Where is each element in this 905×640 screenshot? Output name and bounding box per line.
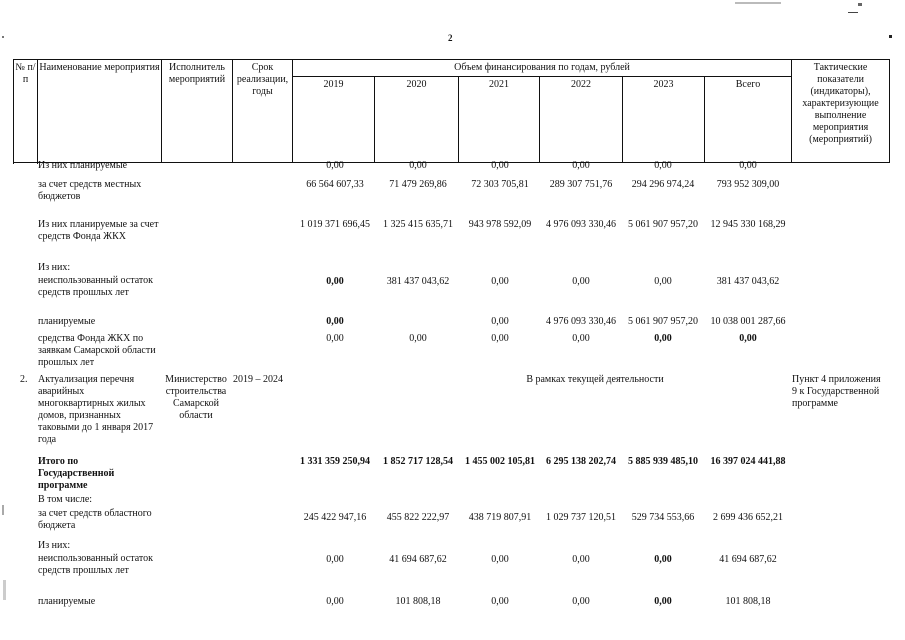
row-value: 289 307 751,76 [549, 179, 613, 190]
row-value: 0,00 [326, 276, 344, 287]
row-value: 0,00 [654, 276, 672, 287]
row-value: 0,00 [572, 160, 590, 171]
row-value: 4 976 093 330,46 [546, 316, 616, 327]
column-divider [13, 158, 14, 164]
row-value: 5 061 907 957,20 [628, 219, 698, 230]
row-value: 0,00 [409, 333, 427, 344]
row-label: Из них: [38, 262, 71, 273]
row-value: 0,00 [491, 316, 509, 327]
row-value: 0,00 [654, 554, 672, 565]
header-year: 2021 [459, 77, 540, 163]
item-funding-note: В рамках текущей деятельности [526, 374, 664, 385]
row-value: 245 422 947,16 [303, 512, 367, 523]
row-value: 72 303 705,81 [471, 179, 529, 190]
total-label: Итого по Государственной программе [38, 456, 115, 491]
header-year: 2023 [623, 77, 705, 163]
row-value: 0,00 [572, 276, 590, 287]
row-value: 0,00 [572, 596, 590, 607]
header-indicators: Тактические показатели (индикаторы), характеризующие выполнение мероприятия (мероприятий) [792, 60, 890, 163]
row-value: 71 479 269,86 [389, 179, 447, 190]
row-value: 0,00 [654, 333, 672, 344]
row-value: 41 694 687,62 [389, 554, 447, 565]
row-value: 0,00 [326, 554, 344, 565]
row-value: 0,00 [572, 554, 590, 565]
row-value: 0,00 [491, 596, 509, 607]
scan-artifact [2, 36, 4, 38]
row-value: 943 978 592,09 [468, 219, 532, 230]
row-value: 1 019 371 696,45 [300, 219, 370, 230]
row-value: 0,00 [326, 160, 344, 171]
row-value: 793 952 309,00 [716, 179, 780, 190]
row-value: 0,00 [491, 276, 509, 287]
total-value: 16 397 024 441,88 [710, 456, 786, 467]
row-label: неиспользованный остаток средств прошлых лет [38, 275, 153, 298]
header-name: Наименование мероприятия [38, 60, 162, 163]
item-executor: Министерство строительства Самарской области [165, 374, 227, 421]
row-value: 0,00 [491, 333, 509, 344]
table-header [13, 59, 890, 163]
header-year: 2019 [293, 77, 375, 163]
header-year: 2022 [540, 77, 623, 163]
scan-artifact [889, 35, 892, 38]
row-value: 66 564 607,33 [306, 179, 364, 190]
row-value: 381 437 043,62 [386, 276, 450, 287]
row-value: 0,00 [739, 333, 757, 344]
row-value: 0,00 [491, 554, 509, 565]
row-value: 2 699 436 652,21 [713, 512, 783, 523]
row-value: 0,00 [654, 160, 672, 171]
row-value: 101 808,18 [395, 596, 441, 607]
scan-artifact [2, 505, 4, 515]
row-label: планируемые [38, 596, 96, 607]
header-executor: Исполнитель мероприятий [162, 60, 233, 163]
total-value: 6 295 138 202,74 [546, 456, 616, 467]
row-value: 0,00 [654, 596, 672, 607]
total-value: 1 331 359 250,94 [300, 456, 370, 467]
total-value: 1 852 717 128,54 [383, 456, 453, 467]
row-value: 0,00 [491, 160, 509, 171]
row-value: 0,00 [326, 596, 344, 607]
row-value: 12 945 330 168,29 [710, 219, 786, 230]
item-term: 2019 – 2024 [233, 374, 283, 385]
item-name: Актуализация перечня аварийных многоквартирных жилых домов, признанных таковыми до 1 января 2017 года [38, 374, 154, 445]
row-value: 529 734 553,66 [631, 512, 695, 523]
row-label: за счет средств областного бюджета [38, 508, 152, 531]
total-value: 1 455 002 105,81 [465, 456, 535, 467]
row-value: 41 694 687,62 [719, 554, 777, 565]
page-number: 2 [448, 33, 453, 43]
scan-artifact [3, 580, 6, 600]
row-value: 294 296 974,24 [631, 179, 695, 190]
row-label: В том числе: [38, 494, 93, 505]
row-label: Из них: [38, 540, 71, 551]
header-funding: Объем финансирования по годам, рублей [293, 60, 792, 77]
row-label: за счет средств местных бюджетов [38, 179, 142, 202]
row-value: 1 029 737 120,51 [546, 512, 616, 523]
scan-artifact [735, 2, 781, 4]
row-value: 381 437 043,62 [716, 276, 780, 287]
row-value: 101 808,18 [725, 596, 771, 607]
scan-artifact [858, 3, 862, 6]
scan-artifact [848, 12, 858, 13]
row-value: 0,00 [326, 316, 344, 327]
item-indicator: Пункт 4 приложения 9 к Государственной программе [792, 374, 881, 409]
row-value: 0,00 [409, 160, 427, 171]
header-year: Всего [705, 77, 792, 163]
item-number: 2. [20, 374, 28, 385]
row-value: 455 822 222,97 [386, 512, 450, 523]
header-num: № п/п [14, 60, 38, 163]
row-label: планируемые [38, 316, 96, 327]
row-value: 4 976 093 330,46 [546, 219, 616, 230]
row-value: 438 719 807,91 [468, 512, 532, 523]
header-term: Срок реализации, годы [233, 60, 293, 163]
row-value: 10 038 001 287,66 [710, 316, 786, 327]
row-label: неиспользованный остаток средств прошлых лет [38, 553, 153, 576]
row-label: Из них планируемые [38, 160, 128, 171]
row-value: 0,00 [326, 333, 344, 344]
row-label: Из них планируемые за счет средств Фонда ЖКХ [38, 219, 159, 242]
row-value: 0,00 [739, 160, 757, 171]
header-year: 2020 [375, 77, 459, 163]
row-value: 0,00 [572, 333, 590, 344]
row-value: 1 325 415 635,71 [383, 219, 453, 230]
total-value: 5 885 939 485,10 [628, 456, 698, 467]
row-label: средства Фонда ЖКХ по заявкам Самарской области прошлых лет [38, 333, 156, 368]
row-value: 5 061 907 957,20 [628, 316, 698, 327]
